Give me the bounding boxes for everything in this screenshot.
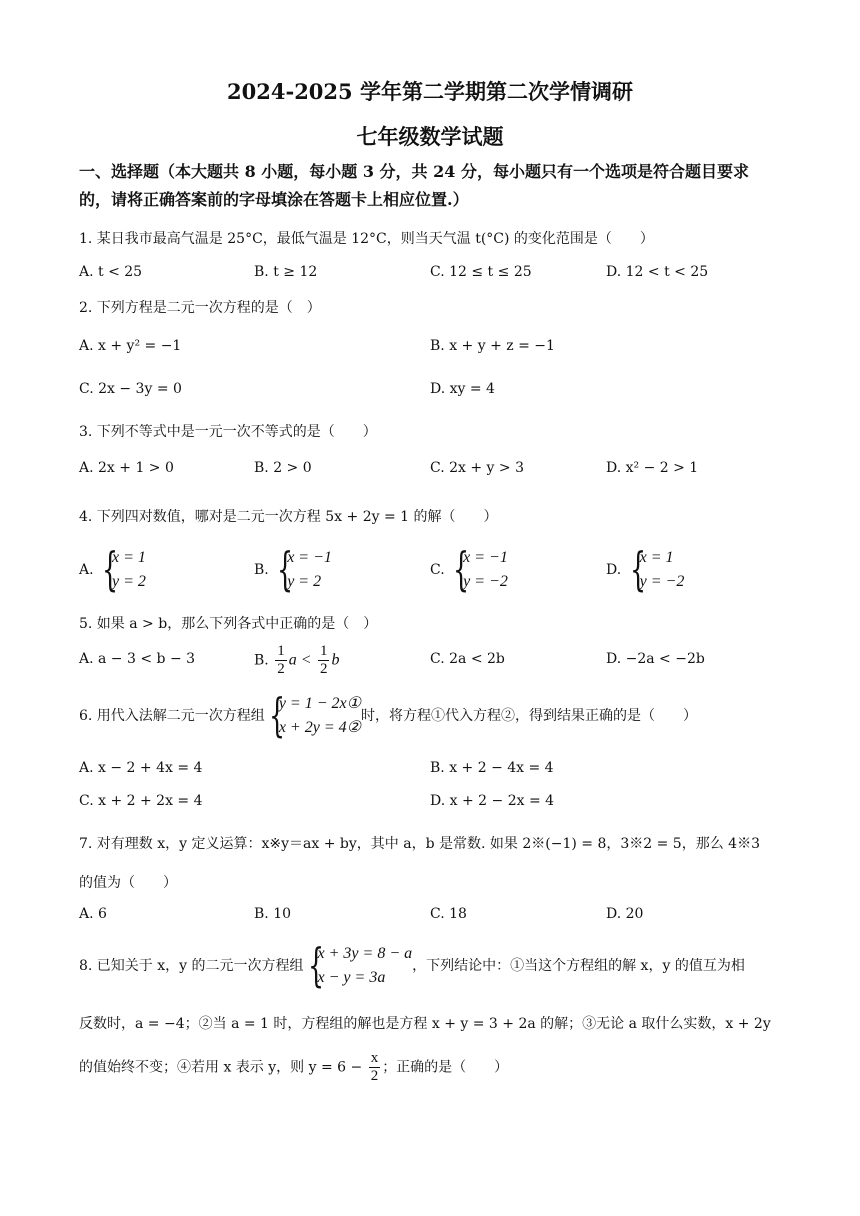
fraction-numerator: 1 (277, 643, 285, 659)
question-7-option-d[interactable]: D. 20 (606, 906, 644, 922)
page-subtitle: 七年级数学试题 (356, 124, 504, 149)
system-row: y = −2 (463, 573, 508, 590)
question-4-option-c[interactable] (430, 542, 508, 596)
system-row: x = 1 (112, 549, 146, 566)
question-7-option-a[interactable]: A. 6 (79, 906, 107, 922)
question-6-option-b[interactable]: B. x + 2 − 4x = 4 (430, 760, 554, 776)
question-2-option-a[interactable]: A. x + y² = −1 (79, 338, 182, 354)
equation-system: { y = 1 − 2x① x + 2y = 4② (268, 688, 361, 742)
question-7-stem-line-2: 的值为（ ） (79, 875, 177, 891)
question-3-option-c[interactable]: C. 2x + y > 3 (430, 460, 524, 476)
question-3-option-b[interactable]: B. 2 > 0 (254, 460, 312, 476)
question-8-stem-line-3 (79, 1050, 508, 1085)
question-1-stem: 1. 某日我市最高气温是 25°C，最低气温是 12°C，则当天气温 t(°C) 的变化范围是（ ） (79, 231, 654, 247)
question-1-option-b[interactable]: B. t ≥ 12 (254, 264, 318, 280)
system-row: y = 2 (287, 573, 322, 590)
equation-system: { x = 1 y = −2 (629, 542, 685, 596)
question-3-option-d[interactable]: D. x² − 2 > 1 (606, 460, 699, 476)
option-label: D. (606, 562, 622, 578)
option-label: B. (254, 652, 269, 669)
question-4-option-a[interactable] (79, 542, 146, 596)
system-row: x = −1 (287, 549, 332, 566)
question-6-stem (79, 688, 697, 742)
question-4-stem: 4. 下列四对数值，哪对是二元一次方程 5x + 2y = 1 的解（ ） (79, 509, 498, 525)
question-2-stem: 2. 下列方程是二元一次方程的是（ ） (79, 300, 321, 316)
fraction (369, 1050, 381, 1085)
question-3-stem: 3. 下列不等式中是一元一次不等式的是（ ） (79, 424, 377, 440)
question-6-option-c[interactable]: C. x + 2 + 2x = 4 (79, 793, 203, 809)
fraction (318, 643, 330, 678)
section-heading-line-2: 的，请将正确答案前的字母填涂在答题卡上相应位置.） (79, 190, 469, 209)
page-title: 2024-2025 学年第二学期第二次学情调研 (227, 79, 633, 104)
question-1-option-a[interactable]: A. t < 25 (79, 264, 143, 280)
question-7-option-b[interactable]: B. 10 (254, 906, 292, 922)
fraction (275, 643, 287, 678)
question-8-text-b: ，下列结论中：①当这个方程组的解 x，y 的值互为相 (412, 958, 745, 974)
question-2-option-b[interactable]: B. x + y + z = −1 (430, 338, 555, 354)
system-row: x = −1 (463, 549, 508, 566)
question-5-stem: 5. 如果 a > b，那么下列各式中正确的是（ ） (79, 616, 378, 632)
fraction-numerator: x (370, 1050, 379, 1066)
option-b-expression-left: a < (288, 651, 312, 669)
option-b-expression-right: b (331, 651, 340, 669)
question-1-option-d[interactable]: D. 12 < t < 25 (606, 264, 709, 280)
fraction-denominator: 2 (319, 661, 328, 677)
question-8-stem-line-1 (79, 938, 745, 992)
option-label: B. (254, 562, 269, 578)
section-heading (79, 158, 799, 214)
question-5-option-c[interactable]: C. 2a < 2b (430, 651, 505, 667)
question-2-option-d[interactable]: D. xy = 4 (430, 381, 495, 397)
system-row: x = 1 (639, 549, 674, 566)
question-6-option-a[interactable]: A. x − 2 + 4x = 4 (79, 760, 203, 776)
question-8-stem-line-2: 反数时，a = −4；②当 a = 1 时，方程组的解也是方程 x + y = 3 + 2a 的解；③无论 a 取什么实数，x + 2y (79, 1016, 771, 1032)
question-5-option-b[interactable] (254, 643, 339, 678)
question-6-text-a: 6. 用代入法解二元一次方程组 (79, 708, 265, 724)
question-6-option-d[interactable]: D. x + 2 − 2x = 4 (430, 793, 555, 809)
question-4-option-d[interactable] (606, 542, 685, 596)
question-8-text-c: 的值始终不变；④若用 x 表示 y，则 y = 6 − (79, 1059, 363, 1076)
option-label: C. (430, 562, 445, 578)
question-4-option-b[interactable] (254, 542, 332, 596)
equation-system: { x + 3y = 8 − a x − y = 3a (307, 938, 413, 992)
equation-system: { x = 1 y = 2 (102, 542, 146, 596)
question-5-option-a[interactable]: A. a − 3 < b − 3 (79, 651, 196, 667)
question-7-stem-line-1: 7. 对有理数 x，y 定义运算：x※y＝ax + by，其中 a，b 是常数. 如果 2※(−1) = 8，3※2 = 5，那么 4※3 (79, 836, 760, 852)
fraction-denominator: 2 (370, 1068, 379, 1084)
question-6-text-b: 时，将方程①代入方程②，得到结果正确的是（ ） (360, 708, 697, 724)
question-5-option-d[interactable]: D. −2a < −2b (606, 651, 705, 667)
fraction-numerator: 1 (319, 643, 328, 659)
question-8-text-a: 8. 已知关于 x，y 的二元一次方程组 (79, 958, 304, 974)
system-row: x − y = 3a (317, 969, 386, 986)
system-row: y = −2 (639, 573, 685, 590)
question-7-option-c[interactable]: C. 18 (430, 906, 467, 922)
section-heading-line-1: 一、选择题（本大题共 8 小题，每小题 3 分，共 24 分，每小题只有一个选项是符合题目要求 (79, 162, 749, 181)
system-row: x + 2y = 4② (278, 719, 361, 736)
system-row: x + 3y = 8 − a (317, 945, 413, 962)
equation-system: { x = −1 y = 2 (277, 542, 332, 596)
question-2-option-c[interactable]: C. 2x − 3y = 0 (79, 381, 182, 397)
system-row: y = 2 (112, 573, 146, 590)
system-row: y = 1 − 2x① (278, 695, 361, 712)
equation-system: { x = −1 y = −2 (453, 542, 508, 596)
question-8-text-d: ；正确的是（ ） (382, 1059, 509, 1076)
question-1-option-c[interactable]: C. 12 ≤ t ≤ 25 (430, 264, 532, 280)
fraction-denominator: 2 (277, 661, 285, 677)
option-label: A. (79, 562, 94, 578)
question-3-option-a[interactable]: A. 2x + 1 > 0 (79, 460, 174, 476)
